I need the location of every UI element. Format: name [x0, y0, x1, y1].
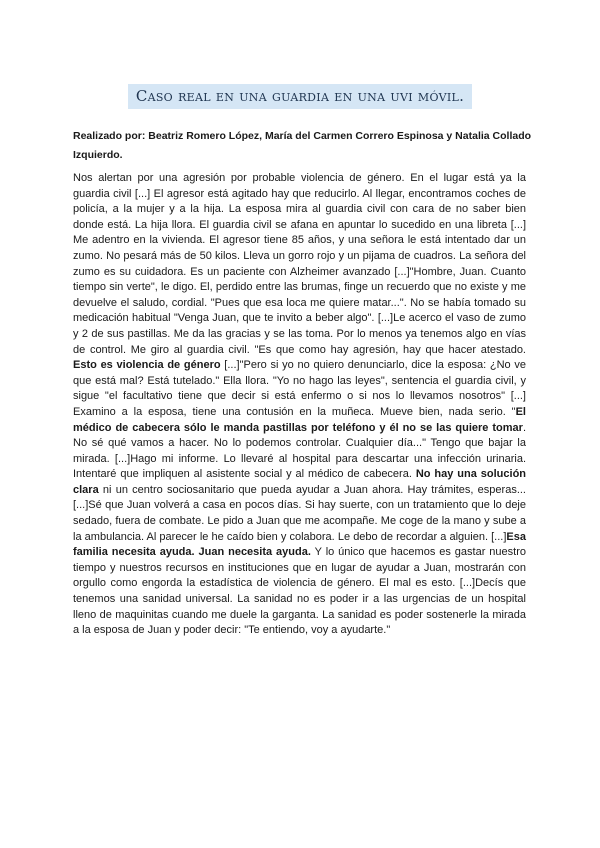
- narrative-emphasis: Esa familia necesita ayuda. Juan necesita ayuda.: [73, 530, 526, 559]
- narrative-segment: [...]"Pero si yo no quiero denunciarlo, dice la esposa: ¿No ve que está mal? Está tutelado." Ella llora. "Yo no hago las leyes", sentencia el guardia civil, y sigue "el facultativo tiene que decir si está enfermo o si nos lo llevamos nosotros" [...] Examino a la esposa, tiene una contusión en la muñeca. Mueve bien, nada serio. ": [73, 359, 526, 418]
- authors-line: [73, 127, 533, 165]
- narrative-emphasis: El médico de cabecera sólo le manda pastillas por teléfono y él no se las quiere tomar: [73, 405, 526, 434]
- authors-label: Realizado por:: [73, 130, 149, 142]
- title-container: [0, 84, 600, 109]
- narrative-segment: ni un centro sociosanitario que pueda ayudar a Juan ahora. Hay trámites, esperas... [...]Sé que Juan volverá a casa en pocos días. Si hay suerte, con un tratamiento que lo deje sedado, fuera de combate. Le pido a Juan que me acompañe. Me coge de la mano y sube a la ambulancia. Al parecer le he caído bien y colabora. Le debo de recordar a alguien. [...]: [73, 483, 526, 543]
- narrative-segment: . No sé qué vamos a hacer. No lo podemos controlar. Cualquier día..." Tengo que bajar la mirada. [...]Hago mi informe. Lo llevaré al hospital para descartar una infección urinaria. Intentaré que impliquen al asistente social y al médico de cabecera.: [73, 421, 526, 481]
- narrative-segment: Nos alertan por una agresión por probable violencia de género. En el lugar está ya la guardia civil [...] El agresor está agitado hay que reducirlo. Al llegar, encontramos coches de policía, a la mujer y a la hija. La esposa mira al guardia civil con cara de no saber bien donde está. La hija llora. El guardia civil se afana en apuntar lo sucedido en una libreta [...] Me adentro en la vivienda. El agresor tiene 85 años, y una señora le está intentado dar un zumo. No pesará más de 50 kilos. Lleva un gorro rojo y un pijama de cuadros. La señora del zumo es su cuidadora. Es un paciente con Alzheimer avanzado [...]"Hombre, Juan. Cuanto tiempo sin verte", le digo. El, perdido entre las brumas, finge un recuerdo que no existe y me devuelve el saludo, cordial. "Pues que esa loca me quiere matar...". No se había tomado su medicación habitual "Venga Juan, que te invito a beber algo". [...]Le acerco el vaso de zumo y 2 de sus pastillas. Me da las gracias y se las toma. Por lo menos ya tenemos algo en vías de control. Me giro al guardia civil. "Es que como hay agresión, hay que hacer atestado.: [73, 172, 526, 356]
- document-title: Caso real en una guardia en una uvi móvil.: [128, 84, 472, 109]
- narrative-emphasis: Esto es violencia de género: [73, 359, 221, 372]
- narrative-emphasis: No hay una solución clara: [73, 468, 527, 496]
- case-narrative: [73, 171, 526, 639]
- authors-names: Beatriz Romero López, María del Carmen Correro Espinosa y Natalia Collado Izquierdo.: [73, 130, 532, 161]
- narrative-segment: Y lo único que hacemos es gastar nuestro tiempo y nuestros recursos en instituciones que en lugar de ayudar a Juan, mostrarán con orgullo como engorda la estadística de violencia de género. El mal es esto. [...]Decís que tenemos una sanidad universal. La sanidad no es poder ir a las urgencias de un hospital lleno de maquinitas cuando me duele la garganta. La sanidad es poder sostenerle la mirada a la esposa de Juan y poder decir: "Te entiendo, voy a ayudarte.": [73, 546, 526, 637]
